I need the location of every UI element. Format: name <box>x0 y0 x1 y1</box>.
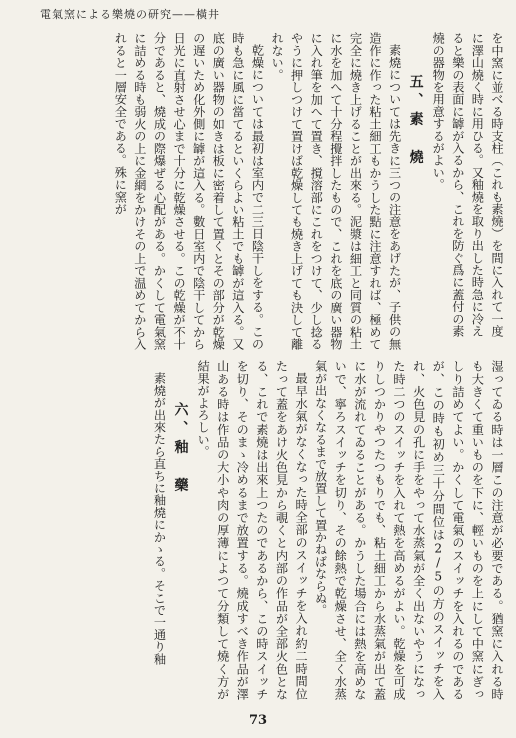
paragraph-bisque-body: 素燒については先きに三つの注意をあげたが、子供の無造作に作った粘土細工もかうした點に注意すれば、極めて完全に燒き上げることが出來る。泥漿は細工と同質の粘土に水を加へて十分程攪拌したもので、これを底の廣い器物に入れ筆を加へて置き、撹溶部にこれをつけて、少し捻るやうに押しつけて置けば乾燥しても燒き上げても決して離れない。 <box>270 32 402 350</box>
paragraph-continuation-2: に澤山燒く時に用ひる。又釉燒を取り出した時急に冷え <box>470 32 485 337</box>
paragraph-continuation-1: を中窯に並べる時支柱（これも素燒）を間に入れて一度 <box>490 32 504 337</box>
bottom-text-block <box>0 360 516 700</box>
paragraph-continuation-3: ると樂の表面に罅が入るから、これを防ぐ爲に蓋付の素 <box>450 32 465 337</box>
paragraph-kiln-loading: 湿ってゐる時は一層この注意が必要である。猶窯に入れる時も大きくて重いものを下に、輕いものを上にして中窯にぎっしり詰めてよい。かくして電氣のスイッチを入れるのであるが、この時も初め三十分間位は2/5の方のスイッチを入れ、火色見の孔に手をやって水蒸氣が全く出ないやうになった時二つのスイッチを入れて熱を高めるがよい。乾燥を可成りしつかりやつたつもりでも、粘土細工から水蒸氣が出て蓋に水が流れてゐることがある。かうした場合には熱を高めないで、寧ろスイッチを切り、その餘熱で乾燥させ、全く水蒸氣が出なくなるまで放置して置かねばならぬ。 <box>313 360 504 700</box>
top-text-column <box>110 32 506 350</box>
paragraph-drying-body: 乾燥については最初は室内で二三日陰干しをする。この時も急に風に當てるといくらよい粘土でも罅が這入る。又底の廣い器物の如きは板に密着して置くとその部分が乾燥の遅いため化外側に罅が這入る。數日室内で陰干してから日光に直射させ心まで十分に乾燥させる。この乾燥が不十分であると、燒成の際爆ぜる心配がある。かくして電氣窯に詰める時も弱火の上に金網をかけその上で温めてから入れると一層安全である。殊に窯が <box>113 32 265 350</box>
paragraph-continuation-4: 燒の器物を用意するがよい。 <box>431 32 446 191</box>
top-text-block <box>0 32 516 350</box>
page-number: 73 <box>248 713 268 728</box>
running-head: 電氣窯による樂燒の研究——橫井 <box>40 8 220 21</box>
bottom-text-column <box>149 360 506 700</box>
paragraph-firing-completion: 最早水氣がなくなった時全部のスイッチを入れ約二時間位たって蓋をあけ火色見から覗くと内部の作品が全部火色となる、これで素燒は出來上つたのであるから、この時スイッチを切り、そのまゝ冷めるまで放置する。燒成すべき作品が澤山ある時は作品の大小や肉の厚薄によつて分類して燒く方が結果がよろしい。 <box>196 360 309 700</box>
paragraph-glaze-intro: 素燒が出來たら直ちに釉燒にかゝる。そこで一通り釉 <box>152 372 167 665</box>
section-heading-bisque: 五、素 燒 <box>407 74 424 169</box>
section-heading-glaze: 六、釉 藥 <box>172 402 189 497</box>
